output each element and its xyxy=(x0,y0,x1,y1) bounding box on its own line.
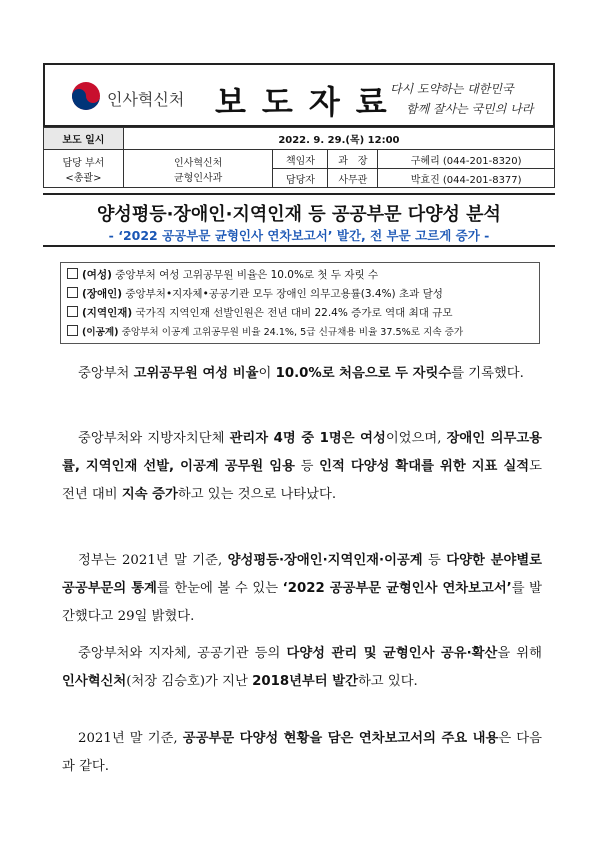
body-paragraph-5 xyxy=(62,725,542,781)
masthead xyxy=(43,63,555,127)
summary-tag: (여성) xyxy=(82,269,112,281)
summary-tag: (이공계) xyxy=(82,327,119,338)
body-text: 중앙부처와 지방자치단체 xyxy=(78,431,230,446)
dept-division: 균형인사과 xyxy=(174,172,223,184)
emphasis-text: 인사혁신처 xyxy=(62,674,127,689)
resp-label: 책임자 xyxy=(273,150,328,169)
summary-text: 중앙부처 이공계 고위공무원 비율 24.1%, 5급 신규채용 비율 37.5%로 지속 증가 xyxy=(118,327,464,338)
headline-main: 양성평등·장애인·지역인재 등 공공부문 다양성 분석 xyxy=(97,204,501,225)
body-paragraph-3 xyxy=(62,547,542,631)
summary-text: 중앙부처•지자체•공공기관 모두 장애인 의무고용률(3.4%) 초과 달성 xyxy=(122,288,443,300)
checkbox-square-icon xyxy=(67,268,78,279)
checkbox-square-icon xyxy=(67,287,78,298)
body-text: 중앙부처와 지자체, 공공기관 등의 xyxy=(78,646,287,661)
staff-label: 담당자 xyxy=(273,169,328,188)
emphasis-text: 다양성 관리 및 균형인사 공유·확산 xyxy=(286,646,498,661)
dept-label: 담당 부서 xyxy=(62,157,105,169)
checkbox-square-icon xyxy=(67,306,78,317)
summary-text: 중앙부처 여성 고위공무원 비율은 10.0%로 첫 두 자릿 수 xyxy=(111,269,379,281)
emphasis-text: 고위공무원 여성 비율 xyxy=(133,366,259,381)
body-text: 등 xyxy=(294,459,320,474)
body-text: (처장 김승호)가 지난 xyxy=(126,674,253,689)
emphasis-text: 관리자 4명 중 1명은 여성 xyxy=(229,431,386,446)
summary-item xyxy=(67,304,533,323)
emphasis-text: 양성평등·장애인·지역인재·이공계 xyxy=(227,553,423,568)
summary-item xyxy=(67,323,533,342)
body-text: 등 xyxy=(422,553,447,568)
slogan-line-2: 함께 잘사는 국민의 나라 xyxy=(406,102,534,116)
dept-name: 인사혁신처 xyxy=(174,157,223,169)
slogan-line-1: 다시 도약하는 대한민국 xyxy=(390,82,514,96)
resp-title: 과 장 xyxy=(328,150,378,169)
dept-name-cell xyxy=(123,150,273,188)
masthead-title: 보도자료 xyxy=(215,83,403,121)
body-paragraph-4 xyxy=(62,640,542,696)
taegeuk-logo-icon xyxy=(71,81,101,111)
body-text: 이었으며, xyxy=(385,431,447,446)
dept-sub: <총괄> xyxy=(65,172,102,184)
dept-label-cell xyxy=(44,150,124,188)
summary-tag: (장애인) xyxy=(82,288,123,300)
body-text: 를 발간했다고 29일 밝혔다. xyxy=(62,581,542,624)
emphasis-text: 다양한 분야별로 공공부문의 통계 xyxy=(62,553,543,596)
body-paragraph-1 xyxy=(62,360,542,388)
slogan xyxy=(390,79,533,119)
summary-box xyxy=(60,262,540,344)
date-label: 보도 일시 xyxy=(44,128,124,150)
emphasis-text: 2018년부터 발간 xyxy=(252,674,358,689)
resp-contact: 구혜리 (044-201-8320) xyxy=(378,150,555,169)
emphasis-text: 공공부문 다양성 현황을 담은 연차보고서의 주요 내용 xyxy=(182,731,499,746)
headline-sub: - ‘2022 공공부문 균형인사 연차보고서’ 발간, 전 부문 고르게 증가 - xyxy=(108,228,490,243)
date-value: 2022. 9. 29.(목) 12:00 xyxy=(123,128,554,150)
emphasis-text: ‘2022 공공부문 균형인사 연차보고서’ xyxy=(282,581,512,596)
body-text: 를 기록했다. xyxy=(451,366,524,381)
body-text: 도 전년 대비 xyxy=(62,459,542,502)
body-paragraph-2 xyxy=(62,425,542,509)
body-text: 하고 있는 것으로 나타났다. xyxy=(177,487,337,502)
headline-box xyxy=(43,193,555,247)
body-text: 을 위해 xyxy=(497,646,542,661)
body-text: 정부는 2021년 말 기준, xyxy=(78,553,228,568)
body-text: 은 다음과 같다. xyxy=(62,731,542,774)
emphasis-text: 10.0%로 처음으로 두 자릿수 xyxy=(275,366,452,381)
body-text: 중앙부처 xyxy=(78,366,134,381)
body-text: 2021년 말 기준, xyxy=(78,731,183,746)
org-name: 인사혁신처 xyxy=(107,90,185,109)
body-text: 를 한눈에 볼 수 있는 xyxy=(156,581,283,596)
emphasis-text: 장애인 의무고용률, 지역인재 선발, 이공계 공무원 임용 xyxy=(62,431,543,474)
body-text: 하고 있다. xyxy=(357,674,418,689)
summary-text: 국가직 지역인재 선발인원은 전년 대비 22.4% 증가로 역대 최대 규모 xyxy=(132,307,453,319)
staff-contact: 박효진 (044-201-8377) xyxy=(378,169,555,188)
body-text: 이 xyxy=(258,366,276,381)
staff-title: 사무관 xyxy=(328,169,378,188)
summary-item xyxy=(67,285,533,304)
emphasis-text: 지속 증가 xyxy=(121,487,178,502)
emphasis-text: 인적 다양성 확대를 위한 지표 실적 xyxy=(319,459,530,474)
checkbox-square-icon xyxy=(67,325,78,336)
summary-tag: (지역인재) xyxy=(82,307,133,319)
release-info-table xyxy=(43,127,555,188)
summary-item xyxy=(67,266,533,285)
